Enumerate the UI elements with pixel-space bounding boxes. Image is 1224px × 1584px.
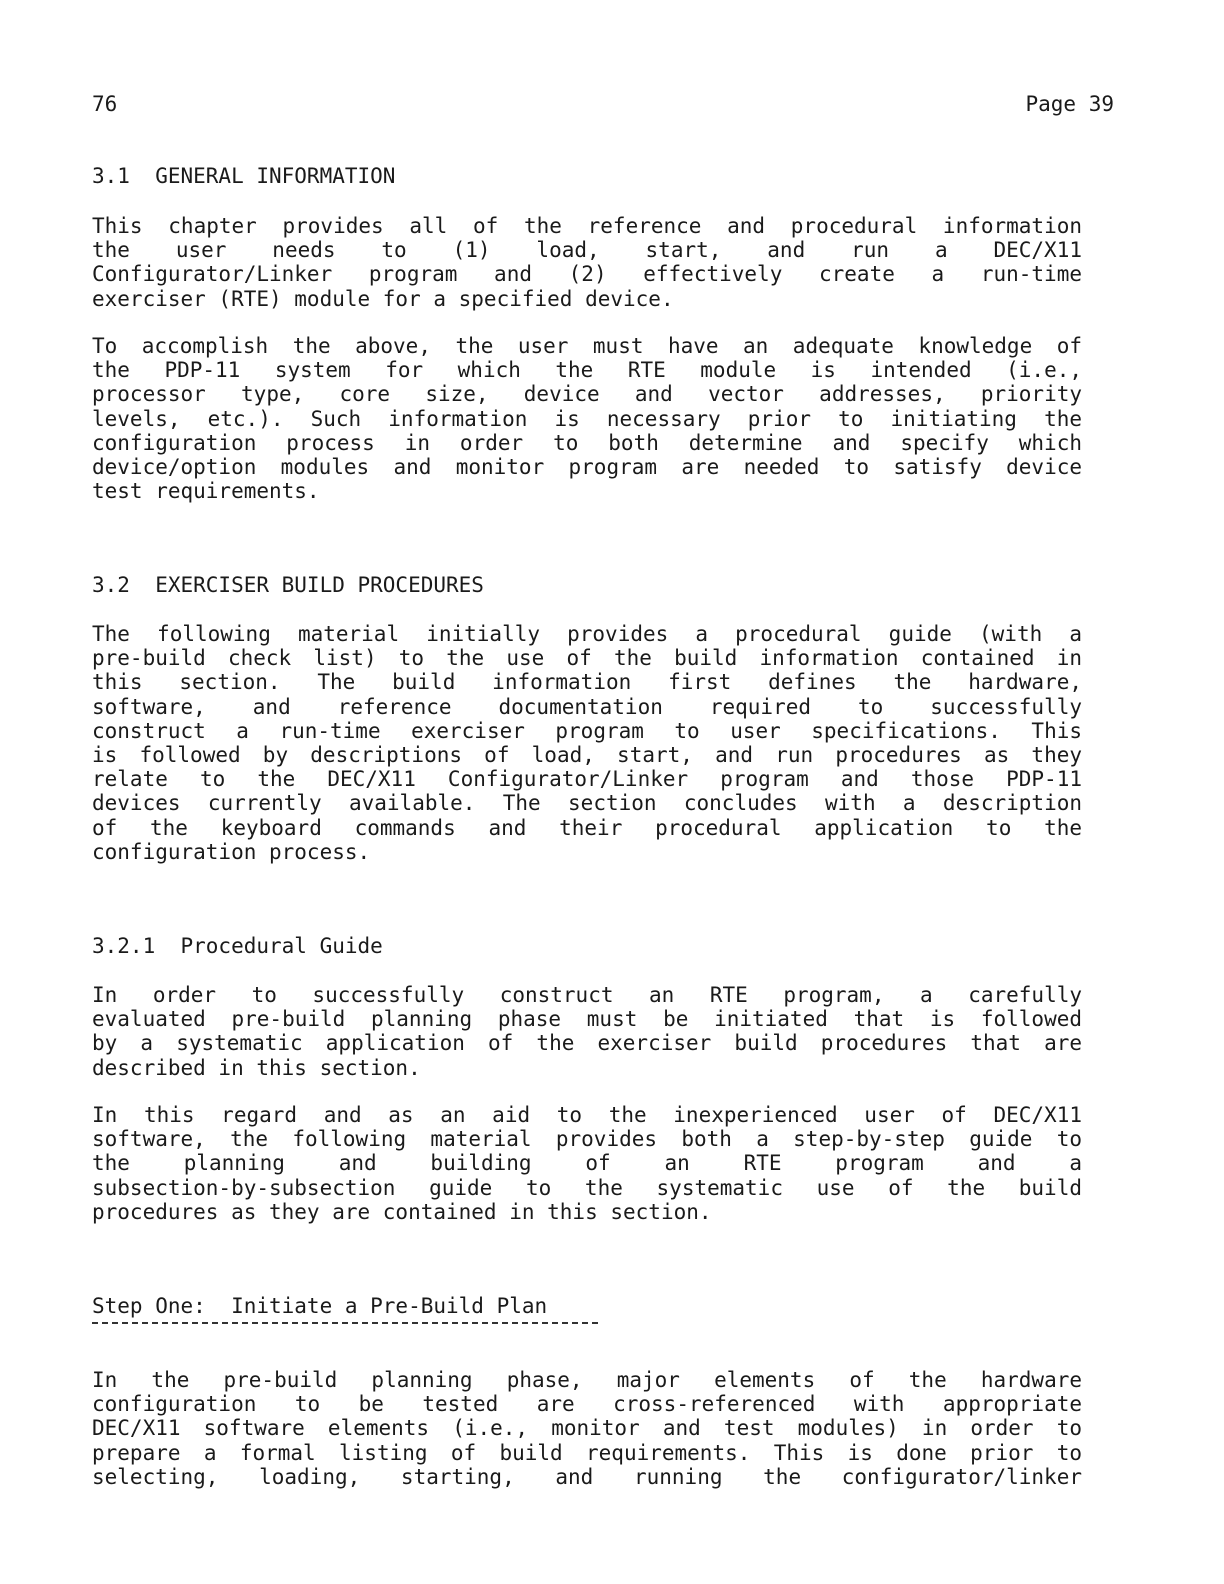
step-one-heading — [92, 1294, 598, 1324]
paragraph-3-2-1-intro — [92, 983, 1082, 1080]
text-line: by a systematic application of the exerciser build procedures that are — [92, 1031, 1082, 1056]
dashed-underline — [92, 1322, 598, 1324]
text-line: relate to the DEC/X11 Configurator/Linker program and those PDP-11 — [92, 767, 1082, 792]
section-heading-3-2: 3.2 EXERCISER BUILD PROCEDURES — [92, 573, 484, 597]
text-line: devices currently available. The section concludes with a description — [92, 791, 1082, 816]
paragraph-3-2-1-guide — [92, 1103, 1082, 1224]
text-line: procedures as they are contained in this section. — [92, 1199, 712, 1224]
text-line: configuration to be tested are cross-referenced with appropriate — [92, 1392, 1082, 1417]
paragraph-3-1-requirements — [92, 334, 1082, 503]
text-line: the user needs to (1) load, start, and run a DEC/X11 — [92, 238, 1082, 263]
text-line: is followed by descriptions of load, start, and run procedures as they — [92, 742, 1082, 767]
text-line: processor type, core size, device and vector addresses, priority — [92, 382, 1082, 407]
document-number: 76 — [92, 92, 118, 116]
text-line: of the keyboard commands and their procedural application to the — [92, 815, 1082, 840]
step-one-title: Step One: Initiate a Pre-Build Plan — [92, 1294, 548, 1318]
text-line: This chapter provides all of the reference and procedural information — [92, 214, 1082, 238]
text-line: evaluated pre-build planning phase must be initiated that is followed — [92, 1007, 1082, 1032]
section-heading-3-1: 3.1 GENERAL INFORMATION — [92, 164, 396, 188]
text-line: pre-build check list) to the use of the build information contained in — [92, 646, 1082, 671]
text-line: prepare a formal listing of build requirements. This is done prior to — [92, 1440, 1082, 1465]
text-line: In order to successfully construct an RTE program, a carefully — [92, 983, 1082, 1007]
text-line: DEC/X11 software elements (i.e., monitor and test modules) in order to — [92, 1416, 1082, 1441]
section-heading-3-2-1: 3.2.1 Procedural Guide — [92, 934, 383, 958]
text-line: To accomplish the above, the user must have an adequate knowledge of — [92, 334, 1082, 358]
text-line: selecting, loading, starting, and running the configurator/linker — [92, 1464, 1082, 1489]
text-line: test requirements. — [92, 479, 320, 504]
page-number: Page 39 — [1025, 92, 1114, 116]
text-line: The following material initially provides a procedural guide (with a — [92, 622, 1082, 646]
text-line: In the pre-build planning phase, major elements of the hardware — [92, 1368, 1082, 1392]
paragraph-step-one — [92, 1368, 1082, 1489]
text-line: described in this section. — [92, 1055, 421, 1080]
text-line: the PDP-11 system for which the RTE module is intended (i.e., — [92, 358, 1082, 383]
text-line: software, the following material provides both a step-by-step guide to — [92, 1127, 1082, 1152]
text-line: software, and reference documentation required to successfully — [92, 694, 1082, 719]
paragraph-3-2-overview — [92, 622, 1082, 864]
text-line: exerciser (RTE) module for a specified device. — [92, 286, 674, 311]
paragraph-3-1-intro — [92, 214, 1082, 311]
text-line: levels, etc.). Such information is necessary prior to initiating the — [92, 406, 1082, 431]
text-line: Configurator/Linker program and (2) effectively create a run-time — [92, 262, 1082, 287]
text-line: the planning and building of an RTE program and a — [92, 1151, 1082, 1176]
text-line: In this regard and as an aid to the inexperienced user of DEC/X11 — [92, 1103, 1082, 1127]
text-line: configuration process. — [92, 839, 371, 864]
text-line: configuration process in order to both determine and specify which — [92, 430, 1082, 455]
text-line: subsection-by-subsection guide to the systematic use of the build — [92, 1175, 1082, 1200]
text-line: device/option modules and monitor program are needed to satisfy device — [92, 454, 1082, 479]
text-line: this section. The build information first defines the hardware, — [92, 670, 1082, 695]
text-line: construct a run-time exerciser program to user specifications. This — [92, 718, 1082, 743]
